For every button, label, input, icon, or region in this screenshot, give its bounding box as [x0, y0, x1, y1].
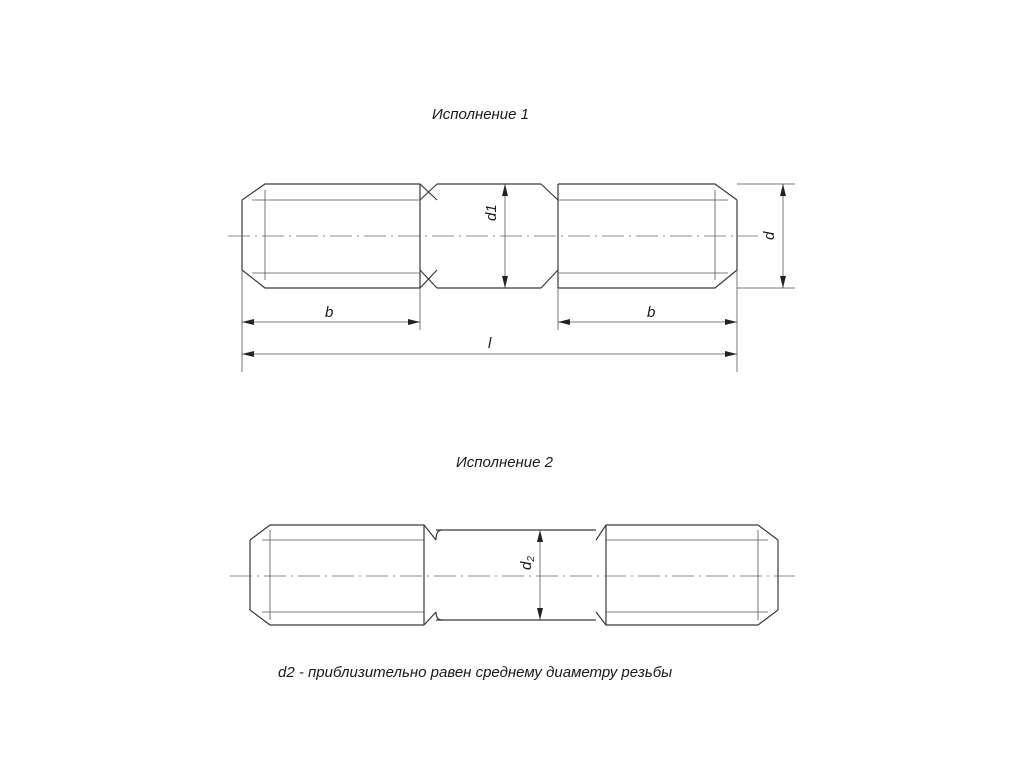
view2-d2-label-main: d: [518, 561, 535, 570]
view1-b-right-label: b: [647, 304, 656, 321]
footnote-text: d2 - приблизительно равен среднему диаметру резьбы: [278, 664, 673, 681]
view2-title: Исполнение 2: [456, 454, 554, 471]
view1-d1-label: d1: [483, 204, 500, 221]
view2-stud-outline: [250, 525, 778, 625]
view2-d2-dimension: [537, 530, 543, 620]
view1-extension-lines: [242, 270, 737, 372]
view2-d2-label: [518, 556, 537, 570]
view1-d-label: d: [761, 231, 778, 240]
view1-l-label: l: [488, 335, 492, 352]
view1-title: Исполнение 1: [432, 106, 530, 123]
view2-d2-label-subscript: 2: [526, 556, 537, 562]
view1-b-left-label: b: [325, 304, 334, 321]
